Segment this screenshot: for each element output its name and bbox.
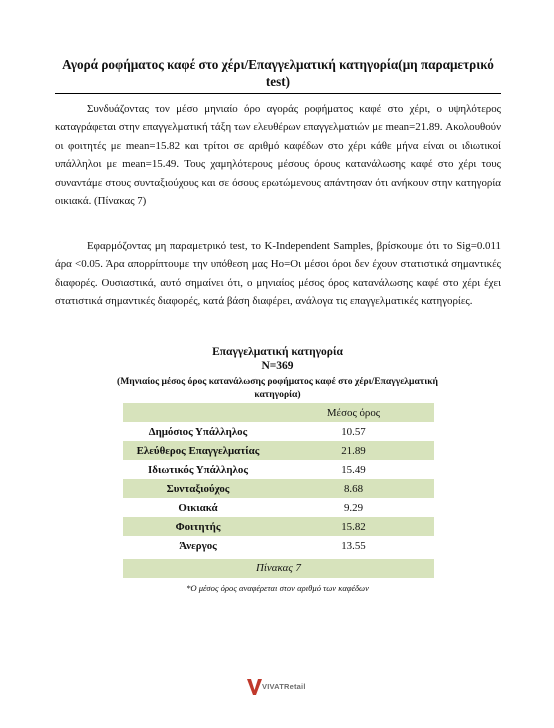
table-label: Πίνακας 7 <box>123 559 434 578</box>
table-row <box>123 441 434 460</box>
table-caption-subtitle: (Μηνιαίος μέσος όρος κατανάλωσης ροφήματος καφέ στο χέρι/Επαγγελματική κατηγορία) <box>117 376 438 400</box>
body-paragraph-2: Εφαρμόζοντας μη παραμετρικό test, το K-Independent Samples, βρίσκουμε ότι το Sig=0.011 άρα <0.05. Άρα απορρίπτουμε την υπόθεση μας Ho=Οι μέσοι όροι δεν έχουν στατιστικά σημαντικές διαφορές. Ουσιαστικά, αυτό σημαίνει ότι, ο μηνιαίος μέσος όρος κατανάλωσης καφέ στο χέρι έχει στατιστικά σημαντικές διαφορές, κατά βάση διαφέρει, ανάλογα τις επαγγελματικές κατηγορίες. <box>55 240 501 308</box>
table-row-label: Ελεύθερος Επαγγελματίας <box>123 441 273 460</box>
table-row-label: Οικιακά <box>123 498 273 517</box>
table-header-row <box>123 403 434 422</box>
table-row-value: 13.55 <box>273 536 434 555</box>
table-row-value: 8.68 <box>273 479 434 498</box>
table-row <box>123 422 434 441</box>
table-row-label: Συνταξιούχος <box>123 479 273 498</box>
logo-text: VIVATRetail <box>262 682 306 691</box>
table-row <box>123 498 434 517</box>
table-row <box>123 479 434 498</box>
body-paragraph-1: Συνδυάζοντας τον μέσο μηνιαίο όρο αγοράς ροφήματος καφέ στο χέρι, ο υψηλότερος καταγράφεται στην επαγγελματική τάξη των ελευθέρων επαγγελματιών με mean=21.89. Ακολουθούν οι φοιτητές με mean=15.82 και τρίτοι σε αριθμό καφέδων στο χέρι κάθε μήνα είναι οι ιδιωτικοί υπάλληλοι με mean=15.49. Τους χαμηλότερους μέσους όρους κατανάλωσης καφέ στο χέρι τους συναντάμε στους συνταξιούχους και σε όσους ερωτώμενους απάντησαν ότι ανήκουν στην κατηγορία οικιακά. (Πίνακας 7) <box>55 103 501 208</box>
table-row-label: Άνεργος <box>123 536 273 555</box>
table-row-value: 15.82 <box>273 517 434 536</box>
mean-consumption-table <box>123 403 434 555</box>
table-row-label: Δημόσιος Υπάλληλος <box>123 422 273 441</box>
table-row-value: 10.57 <box>273 422 434 441</box>
table-row <box>123 536 434 555</box>
vivat-retail-logo <box>244 676 314 698</box>
title-underline <box>55 93 501 94</box>
table-row-label: Ιδιωτικός Υπάλληλος <box>123 460 273 479</box>
table-row-value: 21.89 <box>273 441 434 460</box>
table-header-empty <box>123 403 273 422</box>
table-footnote: *Ο μέσος όρος αναφέρεται στον αριθμό των καφέδων <box>186 583 369 593</box>
table-row <box>123 460 434 479</box>
table-caption-title: Επαγγελματική κατηγορία <box>212 346 343 358</box>
table-caption-n: N=369 <box>261 360 294 372</box>
table-row-label: Φοιτητής <box>123 517 273 536</box>
page-title: Αγορά ροφήματος καφέ στο χέρι/Επαγγελματική κατηγορία(μη παραμετρικό test) <box>62 57 494 89</box>
table-row-value: 9.29 <box>273 498 434 517</box>
table-row <box>123 517 434 536</box>
table-row-value: 15.49 <box>273 460 434 479</box>
table-column-header: Μέσος όρος <box>273 403 434 422</box>
